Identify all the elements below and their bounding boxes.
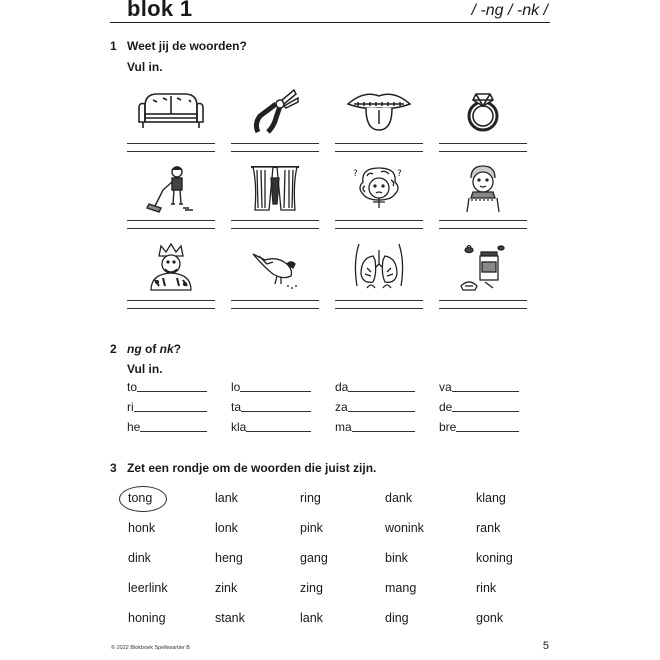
fill-in-item[interactable] (231, 380, 311, 394)
answer-blank[interactable] (140, 431, 207, 432)
exercise-1-number: 1 (110, 39, 117, 53)
answer-blank[interactable] (348, 411, 415, 412)
lungs-icon (349, 242, 409, 292)
fill-in-item[interactable] (127, 400, 207, 414)
word-option[interactable]: stank (215, 611, 245, 625)
page-number: 5 (542, 640, 549, 652)
answer-blank[interactable] (241, 411, 311, 412)
fill-in-item[interactable] (335, 400, 415, 414)
page-tag: / -ng / -nk / (471, 2, 548, 19)
word-stem: da (335, 380, 349, 394)
word-option[interactable]: lonk (215, 521, 238, 535)
page-title: blok 1 (127, 0, 193, 21)
answer-blank[interactable] (456, 431, 519, 432)
word-stem: ma (335, 420, 352, 434)
fill-in-item[interactable] (439, 400, 519, 414)
word-stem: kla (231, 420, 247, 434)
fill-in-item[interactable] (127, 380, 207, 394)
word-option[interactable]: gonk (476, 611, 504, 625)
word-stem: bre (439, 420, 457, 434)
exercise-2-number: 2 (110, 342, 117, 356)
curtains-icon (249, 164, 301, 214)
fill-in-item[interactable] (335, 380, 415, 394)
word-option[interactable]: dink (128, 551, 151, 565)
answer-blank[interactable] (452, 411, 519, 412)
answer-blank[interactable] (452, 391, 519, 392)
word-stem: de (439, 400, 453, 414)
word-option[interactable]: leerlink (128, 581, 168, 595)
word-option[interactable]: honk (128, 521, 156, 535)
sofa-icon (135, 88, 207, 132)
exercise-3-number: 3 (110, 461, 117, 475)
word-stem: va (439, 380, 452, 394)
word-stem: he (127, 420, 141, 434)
example-circle (119, 486, 167, 512)
exercise-3-instruction: Zet een rondje om de woorden die juist zijn. (127, 461, 377, 475)
pliers-icon (250, 88, 300, 134)
thinking-girl-icon (351, 164, 407, 214)
king-icon (143, 242, 199, 292)
answer-blank[interactable] (348, 391, 415, 392)
bird-icon (247, 242, 303, 292)
ring-icon (463, 88, 503, 134)
word-option[interactable]: honing (128, 611, 166, 625)
word-option[interactable]: lank (215, 491, 238, 505)
fill-in-item[interactable] (127, 420, 207, 434)
word-option[interactable]: bink (385, 551, 408, 565)
boy-sweeping-icon (143, 164, 199, 214)
answer-blank[interactable] (352, 431, 415, 432)
word-option[interactable]: ding (385, 611, 409, 625)
exercise-1-sub: Vul in. (127, 60, 163, 74)
word-stem: ri (127, 400, 134, 414)
fill-in-item[interactable] (231, 420, 311, 434)
word-option[interactable]: lank (300, 611, 323, 625)
tongue-icon (344, 88, 414, 134)
word-option[interactable]: klang (476, 491, 506, 505)
word-option[interactable]: tong (128, 491, 153, 505)
word-stem: za (335, 400, 348, 414)
exercise-2-instruction: ng of nk? (127, 342, 182, 356)
word-stem: lo (231, 380, 241, 394)
word-option[interactable]: rink (476, 581, 497, 595)
word-stem: ta (231, 400, 242, 414)
fill-in-item[interactable] (335, 420, 415, 434)
fill-in-item[interactable] (231, 400, 311, 414)
word-option[interactable]: mang (385, 581, 417, 595)
word-option[interactable]: rank (476, 521, 501, 535)
word-option[interactable]: zing (300, 581, 323, 595)
fill-in-item[interactable] (439, 420, 519, 434)
word-option[interactable]: wonink (385, 521, 424, 535)
word-option[interactable]: heng (215, 551, 243, 565)
exercise-2-sub: Vul in. (127, 362, 163, 376)
word-option[interactable]: dank (385, 491, 413, 505)
answer-blank[interactable] (137, 391, 207, 392)
answer-blank[interactable] (134, 411, 207, 412)
word-option[interactable]: koning (476, 551, 513, 565)
svg-text:?: ? (397, 169, 402, 179)
word-option[interactable]: ring (300, 491, 321, 505)
honey-jar-icon (455, 242, 511, 292)
exercise-1-instruction: Weet jij de woorden? (127, 39, 247, 53)
boy-scarf-icon (459, 164, 507, 214)
copyright-footer: © 2022 Blokboek Spelkwartier B (111, 645, 190, 651)
answer-blank[interactable] (240, 391, 311, 392)
word-option[interactable]: pink (300, 521, 323, 535)
word-option[interactable]: gang (300, 551, 328, 565)
header-rule (110, 22, 550, 23)
svg-text:?: ? (353, 169, 358, 179)
fill-in-item[interactable] (439, 380, 519, 394)
answer-blank[interactable] (246, 431, 311, 432)
word-option[interactable]: zink (215, 581, 238, 595)
word-stem: to (127, 380, 138, 394)
